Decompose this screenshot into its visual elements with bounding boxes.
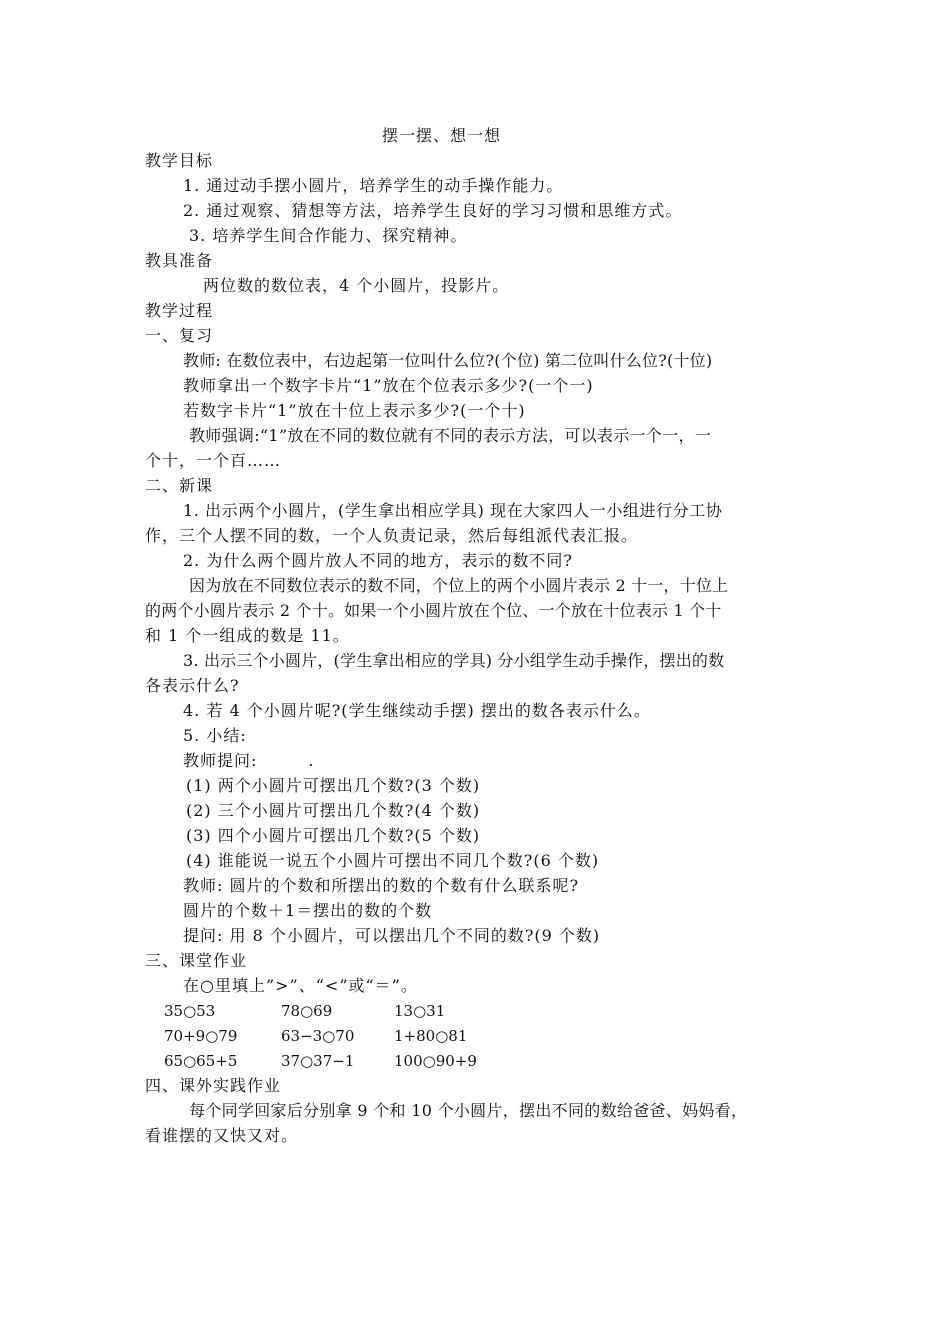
newlesson-heading: 二、新课 [145,476,214,495]
newlesson-line: (1) 两个小圆片可摆出几个数?(3 个数) [186,776,481,795]
exercise-item: 70+9○79 [164,1027,238,1045]
review-line: 教师: 在数位表中，右边起第一位叫什么位?(个位) 第二位叫什么位?(十位) [183,351,713,370]
document-title: 摆一摆、想一想 [382,126,502,145]
newlesson-line: 1. 出示两个小圆片，(学生拿出相应学具) 现在大家四人一小组进行分工协 [183,501,723,520]
review-heading: 一、复习 [145,326,214,345]
objective-item: 3. 培养学生间合作能力、探究精神。 [189,226,468,245]
exercise-item: 78○69 [281,1002,333,1020]
homework-heading: 三、课堂作业 [145,951,248,970]
newlesson-line: (3) 四个小圆片可摆出几个数?(5 个数) [186,826,481,845]
exercise-item: 1+80○81 [394,1027,468,1045]
practice-line: 每个同学回家后分别拿 9 个和 10 个小圆片，摆出不同的数给爸爸、妈妈看， [189,1101,748,1120]
newlesson-line: 的两个小圆片表示 2 个十。如果一个小圆片放在个位、一个放在十位表示 1 个十 [145,601,722,620]
newlesson-line: 圆片的个数＋1＝摆出的数的个数 [183,901,433,920]
exercise-item: 35○53 [164,1002,216,1020]
exercise-item: 13○31 [394,1002,446,1020]
materials-heading: 教具准备 [145,251,214,270]
newlesson-line: (2) 三个小圆片可摆出几个数?(4 个数) [186,801,481,820]
newlesson-line: 教师: 圆片的个数和所摆出的数的个数有什么联系呢? [183,876,580,895]
review-line: 教师强调:“1”放在不同的数位就有不同的表示方法，可以表示一个一，一 [189,426,712,445]
newlesson-line: 因为放在不同数位表示的数不同，个位上的两个小圆片表示 2 十一，十位上 [189,576,729,595]
review-line: 若数字卡片“1”放在十位上表示多少?(一个十) [183,401,526,420]
objectives-heading: 教学目标 [145,151,214,170]
review-line: 个十，一个百…… [145,451,282,470]
newlesson-line: 2. 为什么两个圆片放人不同的地方，表示的数不同? [183,551,573,570]
newlesson-line: (4) 谁能说一说五个小圆片可摆出不同几个数?(6 个数) [186,851,600,870]
homework-instruction: 在○里填上”>”、“<”或“＝”。 [183,976,418,995]
newlesson-line: 3. 出示三个小圆片，(学生拿出相应的学具) 分小组学生动手操作，摆出的数 [183,651,725,670]
materials-text: 两位数的数位表，4 个小圆片，投影片。 [203,276,510,295]
newlesson-line: 各表示什么? [145,676,240,695]
newlesson-line: 教师提问: . [183,751,315,770]
exercise-item: 100○90+9 [394,1052,477,1070]
objective-item: 1. 通过动手摆小圆片，培养学生的动手操作能力。 [183,176,564,195]
exercise-item: 63−3○70 [281,1027,355,1045]
review-line: 教师拿出一个数字卡片“1”放在个位表示多少?(一个一) [183,376,594,395]
newlesson-line: 提问: 用 8 个小圆片，可以摆出几个不同的数?(9 个数) [183,926,601,945]
practice-line: 看谁摆的又快又对。 [145,1126,299,1145]
newlesson-line: 4. 若 4 个小圆片呢?(学生继续动手摆) 摆出的数各表示什么。 [183,701,651,720]
exercise-item: 65○65+5 [164,1052,238,1070]
newlesson-line: 和 1 个一组成的数是 11。 [145,626,350,645]
exercise-item: 37○37−1 [281,1052,355,1070]
practice-heading: 四、课外实践作业 [145,1076,282,1095]
newlesson-line: 作，三个人摆不同的数，一个人负责记录，然后每组派代表汇报。 [145,526,639,545]
newlesson-line: 5. 小结: [183,726,247,745]
process-heading: 教学过程 [145,301,214,320]
objective-item: 2. 通过观察、猜想等方法，培养学生良好的学习习惯和思维方式。 [183,201,683,220]
